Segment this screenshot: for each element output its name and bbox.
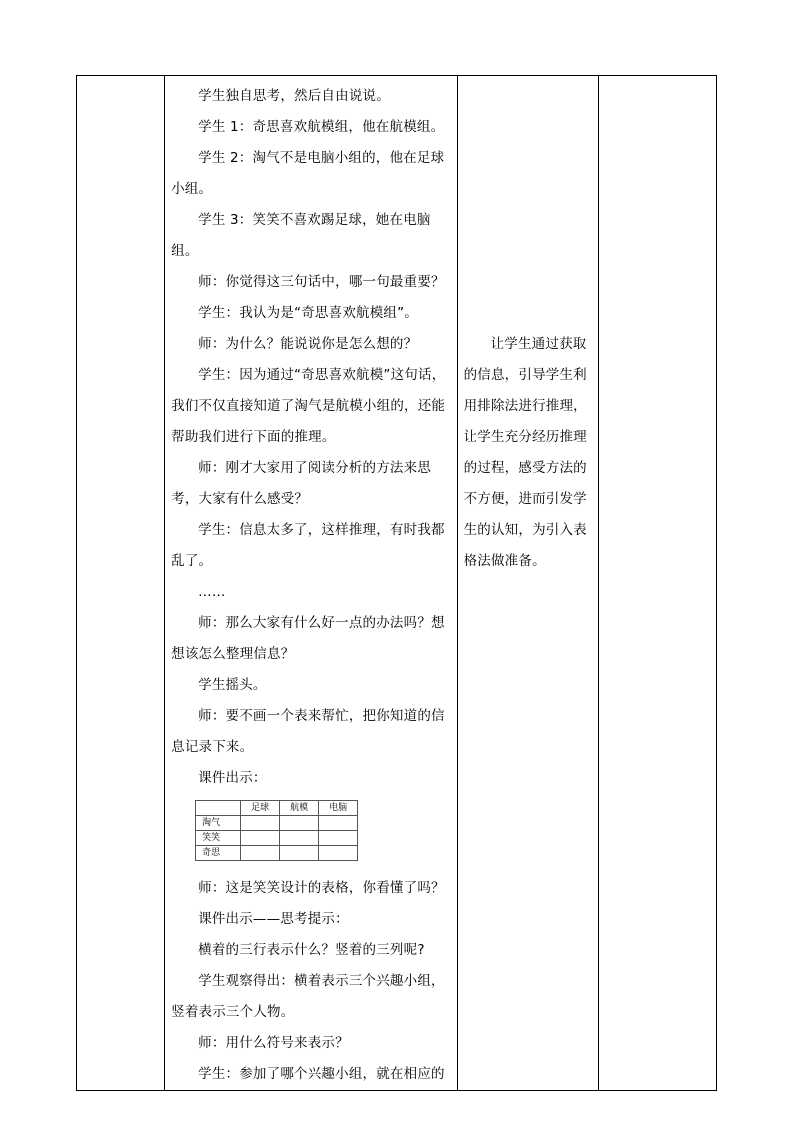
process-paragraph: 学生：因为通过“奇思喜欢航模”这句话，我们不仅直接知道了淘气是航模小组的，还能帮助我们进行下面的推理。: [171, 367, 446, 445]
courseware-cell: [319, 831, 358, 846]
process-paragraph: 师：你觉得这三句话中，哪一句最重要？: [198, 274, 445, 290]
lesson-plan-table: [76, 75, 717, 1091]
courseware-row: [196, 816, 358, 831]
process-paragraphs-after: [171, 873, 450, 1090]
empty-right-cell: [598, 76, 716, 1091]
design-intent-cell: [457, 76, 598, 1091]
lesson-plan-row: [77, 76, 717, 1091]
courseware-table: [195, 800, 358, 861]
process-paragraph: 学生：我认为是“奇思喜欢航模组”。: [198, 305, 419, 321]
courseware-cell: [280, 816, 319, 831]
courseware-row: [196, 831, 358, 846]
process-paragraph: 师：刚才大家用了阅读分析的方法来思考，大家有什么感受？: [171, 460, 432, 507]
process-paragraph: 学生摇头。: [198, 677, 267, 693]
courseware-row-label: 淘气: [196, 816, 241, 831]
courseware-table-wrap: [195, 800, 450, 861]
process-paragraph: 师：那么大家有什么好一点的办法吗？想想该怎么整理信息？: [171, 615, 445, 662]
process-paragraph: 课件出示：: [198, 770, 267, 786]
process-paragraphs-before: [171, 81, 450, 794]
courseware-cell: [241, 846, 280, 861]
process-paragraph: 师：这是笑笑设计的表格，你看懂了吗？: [198, 880, 445, 896]
process-paragraph: 横着的三行表示什么？竖着的三列呢?: [198, 942, 425, 958]
process-paragraph: 学生独自思考，然后自由说说。: [198, 88, 390, 104]
process-paragraph: 学生：信息太多了，这样推理，有时我都乱了。: [171, 522, 445, 569]
process-paragraph: 学生 2：淘气不是电脑小组的，他在足球小组。: [171, 150, 445, 197]
process-paragraph: ……: [198, 584, 226, 600]
courseware-cell: [241, 816, 280, 831]
teaching-process-cell: [165, 76, 457, 1091]
process-paragraph: 师：要不画一个表来帮忙，把你知道的信息记录下来。: [171, 708, 445, 755]
process-paragraph: 师：为什么？能说说你是怎么想的？: [198, 336, 418, 352]
courseware-cell: [319, 816, 358, 831]
courseware-cell: [280, 831, 319, 846]
courseware-row: [196, 846, 358, 861]
courseware-header-row: [196, 801, 358, 816]
courseware-header-cell: 电脑: [319, 801, 358, 816]
courseware-header-cell: 航模: [280, 801, 319, 816]
courseware-row-label: 奇思: [196, 846, 241, 861]
process-paragraph: 课件出示——思考提示：: [198, 911, 349, 927]
process-paragraph: 学生 3：笑笑不喜欢踢足球，她在电脑组。: [171, 212, 431, 259]
process-paragraph: 学生：参加了哪个兴趣小组，就在相应的: [198, 1066, 445, 1082]
process-paragraph: 师：用什么符号来表示？: [198, 1035, 349, 1051]
empty-left-cell: [77, 76, 165, 1091]
process-paragraph: 学生 1：奇思喜欢航模组，他在航模组。: [198, 119, 445, 135]
courseware-cell: [280, 846, 319, 861]
courseware-row-label: 笑笑: [196, 831, 241, 846]
design-intent-text: 让学生通过获取的信息，引导学生利用排除法进行推理，让学生充分经历推理的过程，感受方法的不方便，进而引发学生的认知，为引入表格法做准备。: [463, 336, 587, 569]
courseware-header-cell: 足球: [241, 801, 280, 816]
courseware-cell: [319, 846, 358, 861]
courseware-cell: [241, 831, 280, 846]
process-paragraph: 学生观察得出：横着表示三个兴趣小组，竖着表示三个人物。: [171, 973, 445, 1020]
courseware-header-cell: [196, 801, 241, 816]
